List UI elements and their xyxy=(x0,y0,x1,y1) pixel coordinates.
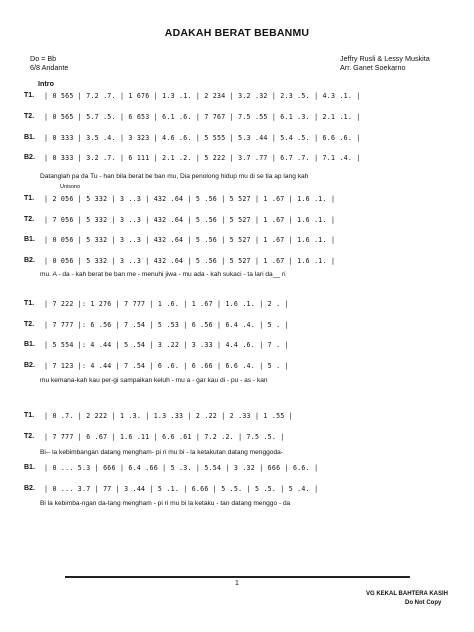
copy-notice: Do Not Copy xyxy=(405,600,442,606)
notation-line: | 0 333 | 3.2 .7. | 6 111 | 2.1 .2. | 5 222 | 3.7 .77 | 6.7 .7. | 7.1 .4. | xyxy=(44,154,361,162)
row-t1 xyxy=(0,195,474,207)
row-t2 xyxy=(0,321,474,333)
notation-line: | 7 222 |: 1 276 | 7 777 | 1 .6. | 1 .67 | 1.6 .1. | 2 . | xyxy=(44,300,289,308)
notation-line: | 7 056 | 5 332 | 3 ..3 | 432 .64 | 5 .56 | 5 527 | 1 .67 | 1.6 .1. | xyxy=(44,216,336,224)
voice-label: B1. xyxy=(24,134,35,141)
voice-label: T2. xyxy=(24,321,35,328)
row-b1 xyxy=(0,134,474,146)
tempo-marking: 6/8 Andante xyxy=(30,63,69,72)
key-signature: Do = Bb xyxy=(30,54,57,63)
notation-line: | 2 056 | 5 332 | 3 ..3 | 432 .64 | 5 .56 | 5 527 | 1 .67 | 1.6 .1. | xyxy=(44,195,336,203)
lyric-line: mu kemana-kah kau per-gi sampaikan keluh - mu a - gar kau di - pu - as - kan xyxy=(40,377,268,384)
voice-label: B1. xyxy=(24,236,35,243)
voice-label: T2. xyxy=(24,216,35,223)
voice-label: T1. xyxy=(24,412,35,419)
row-b2 xyxy=(0,362,474,374)
voice-label: B1. xyxy=(24,341,35,348)
lyric-line: Datanglah pa da Tu - han bila berat be ban mu, Dia penolong hidup mu di se tia ap lang kah xyxy=(40,173,309,180)
key-tempo-block xyxy=(30,54,68,72)
intro-label: Intro xyxy=(38,79,54,88)
notation-line: | 7 777 | 6 .67 | 1.6 .11 | 6.6 .61 | 7.2 .2. | 7.5 .5. | xyxy=(44,433,285,441)
notation-line: | 0 565 | 7.2 .7. | 1 676 | 1.3 .1. | 2 234 | 3.2 .32 | 2.3 .5. | 4.3 .1. | xyxy=(44,92,361,100)
notation-line: | 5 554 |: 4 .44 | 5 .54 | 3 .22 | 3 .33 | 4.4 .6. | 7 . | xyxy=(44,341,289,349)
row-b1 xyxy=(0,236,474,248)
lyric-line-lower: Bi la kebimba-ngan da-tang mengham - pi ri mu bi la ketaku - tan datang menggo - da xyxy=(40,500,291,507)
notation-line: | 0 .7. | 2 222 | 1 .3. | 1.3 .33 | 2 .22 | 2 .33 | 1 .55 | xyxy=(44,412,293,420)
row-b2 xyxy=(0,154,474,166)
lyric-line: mu. A - da - kah berat be ban me - menuhi jiwa - mu ada - kah sukaci - ta lari da__ ri xyxy=(40,271,286,278)
page-number: 1 xyxy=(235,580,239,587)
row-t1 xyxy=(0,412,474,424)
notation-line: | 0 ... 5.3 | 666 | 6.4 .66 | 5 .3. | 5.54 | 3 .32 | 666 | 6.6. | xyxy=(44,464,319,472)
notation-line: | 0 056 | 5 332 | 3 ..3 | 432 .64 | 5 .56 | 5 527 | 1 .67 | 1.6 .1. | xyxy=(44,236,336,244)
notation-line: | 0 333 | 3.5 .4. | 3 323 | 4.6 .6. | 5 555 | 5.3 .44 | 5.4 .5. | 6.6 .6. | xyxy=(44,134,361,142)
voice-label: T1. xyxy=(24,92,35,99)
row-b1 xyxy=(0,341,474,353)
unisono-label: Unisono xyxy=(60,184,81,190)
notation-line: | 0 056 | 5 332 | 3 ..3 | 432 .64 | 5 .56 | 5 527 | 1 .67 | 1.6 .1. | xyxy=(44,257,336,265)
composer-credit: Jeffry Rusli & Lessy Muskita xyxy=(340,54,430,63)
choir-name: VG KEKAL BAHTERA KASIH xyxy=(366,591,449,597)
voice-label: T1. xyxy=(24,195,35,202)
voice-label: T2. xyxy=(24,433,35,440)
credits-block xyxy=(340,54,430,72)
song-title: ADAKAH BERAT BEBANMU xyxy=(164,27,310,39)
notation-line: | 0 565 | 5.7 .5. | 6 653 | 6.1 .6. | 7 767 | 7.5 .55 | 6.1 .3. | 2.1 .1. | xyxy=(44,113,361,121)
row-t1 xyxy=(0,300,474,312)
voice-label: B2. xyxy=(24,362,35,369)
notation-line: | 7 777 |: 6 .56 | 7 .54 | 5 .53 | 6 .56 | 6.4 .4. | 5 . | xyxy=(44,321,289,329)
voice-label: T1. xyxy=(24,300,35,307)
row-t2 xyxy=(0,433,474,445)
footer-divider xyxy=(65,576,410,578)
row-t1 xyxy=(0,92,474,104)
row-b1 xyxy=(0,464,474,476)
row-t2 xyxy=(0,113,474,125)
voice-label: B2. xyxy=(24,257,35,264)
voice-label: B2. xyxy=(24,154,35,161)
arranger-credit: Arr. Ganet Soekarno xyxy=(340,63,406,72)
notation-line: | 0 ... 3.7 | 77 | 3 .44 | 5 .1. | 6.66 | 5 .5. | 5 .5. | 5 .4. | xyxy=(44,485,319,493)
lyric-line-upper: Bi-- la kebimbangan datang mengham- pi ri mu bi - la ketakutan datang menggoda- xyxy=(40,449,284,456)
notation-line: | 7 123 |: 4 .44 | 7 .54 | 6 .6. | 6 .66 | 6.6 .4. | 5 . | xyxy=(44,362,289,370)
voice-label: T2. xyxy=(24,113,35,120)
row-t2 xyxy=(0,216,474,228)
voice-label: B1. xyxy=(24,464,35,471)
row-b2 xyxy=(0,257,474,269)
row-b2 xyxy=(0,485,474,497)
voice-label: B2. xyxy=(24,485,35,492)
